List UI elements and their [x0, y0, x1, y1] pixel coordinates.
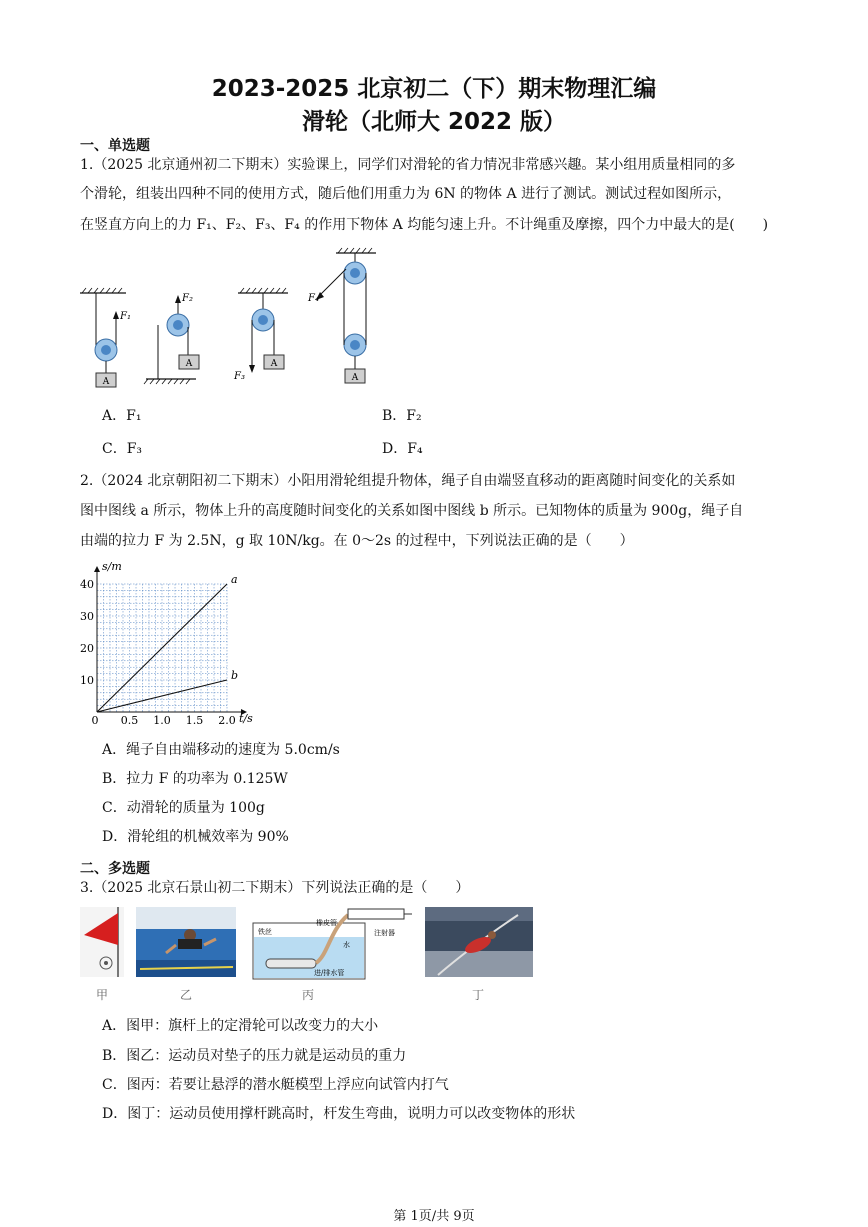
section-single-choice: 一、单选题 — [80, 138, 150, 154]
chart-y-axis-label: s/m — [102, 560, 122, 573]
x-tick-label: 0 — [91, 714, 99, 727]
doc-subtitle: 滑轮（北师大 2022 版） — [301, 109, 567, 135]
q3-option-a[interactable]: A．图甲：旗杆上的定滑轮可以改变力的大小 — [102, 1018, 379, 1034]
bing-label-tube: 橡皮管 — [316, 919, 337, 927]
q1-option-d[interactable]: D．F₄ — [382, 441, 423, 457]
q1-option-a[interactable]: A．F₁ — [102, 408, 142, 424]
page-number: 第 1页/共 9页 — [393, 1209, 475, 1224]
doc-title: 2023-2025 北京初二（下）期末物理汇编 — [211, 76, 657, 102]
series-label-a: a — [231, 573, 238, 586]
pulley-setup-1 — [80, 288, 131, 387]
pulley-setup-2 — [144, 293, 199, 384]
q2-option-a[interactable]: A．绳子自由端移动的速度为 5.0cm/s — [102, 742, 340, 758]
q3-option-d[interactable]: D．图丁：运动员使用撑杆跳高时，杆发生弯曲，说明力可以改变物体的形状 — [102, 1106, 576, 1122]
force-label-f4: F₄ — [308, 293, 319, 304]
chart-series — [97, 573, 238, 712]
x-tick-label: 2.0 — [218, 714, 236, 727]
q1-text-line1: 1.（2025 北京通州初二下期末）实验课上，同学们对滑轮的省力情况非常感兴趣。某小组用质量相同的多 — [80, 157, 736, 173]
q2-option-d[interactable]: D．滑轮组的机械效率为 90% — [102, 829, 289, 845]
series-label-b: b — [231, 669, 239, 682]
bing-label-wire: 铁丝 — [258, 928, 272, 936]
force-label-f2: F₂ — [182, 293, 193, 304]
q2-distance-time-chart — [75, 558, 265, 728]
q1-text-line2: 个滑轮，组装出四种不同的使用方式，随后他们用重力为 6N 的物体 A 进行了测试。测试过程如图所示， — [80, 186, 732, 202]
force-label-f1: F₁ — [120, 311, 131, 322]
q3-option-b[interactable]: B．图乙：运动员对垫子的压力就是运动员的重力 — [102, 1048, 407, 1064]
bing-label-pipe: 进/排水管 — [314, 969, 345, 977]
y-tick-label: 10 — [80, 674, 94, 687]
block-label: A — [102, 377, 110, 387]
q3-text-line1: 3.（2025 北京石景山初二下期末）下列说法正确的是（ ） — [80, 880, 470, 896]
caption-yi: 乙 — [179, 988, 193, 1002]
q3-figure-strip — [78, 905, 538, 1005]
x-tick-label: 1.5 — [185, 714, 204, 727]
figure-ding-pole-vault — [425, 907, 533, 1002]
caption-ding: 丁 — [471, 988, 485, 1002]
bing-label-water: 水 — [343, 941, 350, 949]
q2-option-b[interactable]: B．拉力 F 的功率为 0.125W — [102, 771, 288, 787]
q2-text-line2: 图中图线 a 所示，物体上升的高度随时间变化的关系如图中图线 b 所示。已知物体的质量为 900g，绳子自 — [80, 503, 744, 519]
x-tick-label: 0.5 — [120, 714, 139, 727]
q1-option-b[interactable]: B．F₂ — [382, 408, 422, 424]
figure-yi-high-jump — [136, 907, 236, 1002]
q3-option-c[interactable]: C．图丙：若要让悬浮的潜水艇模型上浮应向试管内打气 — [102, 1077, 449, 1093]
x-tick-label: 1.0 — [153, 714, 171, 727]
pulley-setup-4 — [307, 248, 376, 383]
force-label-f3: F₃ — [234, 371, 245, 382]
block-label: A — [185, 359, 193, 369]
q1-option-c[interactable]: C．F₃ — [102, 441, 143, 457]
y-axis-arrow — [94, 566, 100, 572]
q2-text-line3: 由端的拉力 F 为 2.5N，g 取 10N/kg。在 0～2s 的过程中，下列说法正确的是（ ） — [80, 533, 634, 549]
y-tick-label: 20 — [80, 642, 94, 655]
pulley-setup-3 — [233, 288, 288, 382]
q2-option-c[interactable]: C．动滑轮的质量为 100g — [102, 800, 265, 816]
chart-x-axis-label: t/s — [239, 712, 253, 725]
caption-jia: 甲 — [95, 988, 109, 1002]
figure-jia-flagpole — [80, 907, 124, 1002]
figure-bing-submarine-model — [253, 909, 412, 1002]
y-tick-label: 30 — [80, 610, 94, 623]
bing-label-syringe: 注射器 — [374, 929, 395, 937]
y-tick-label: 40 — [80, 578, 94, 591]
block-label: A — [270, 359, 278, 369]
section-multi-choice: 二、多选题 — [80, 861, 150, 877]
q1-pulley-figure — [78, 245, 398, 395]
block-label: A — [351, 373, 359, 383]
q1-text-line3: 在竖直方向上的力 F₁、F₂、F₃、F₄ 的作用下物体 A 均能匀速上升。不计绳重及摩擦，四个力中最大的是( ) — [80, 217, 769, 233]
caption-bing: 丙 — [301, 988, 315, 1002]
q2-text-line1: 2.（2024 北京朝阳初二下期末）小阳用滑轮组提升物体，绳子自由端竖直移动的距离随时间变化的关系如 — [80, 473, 736, 489]
